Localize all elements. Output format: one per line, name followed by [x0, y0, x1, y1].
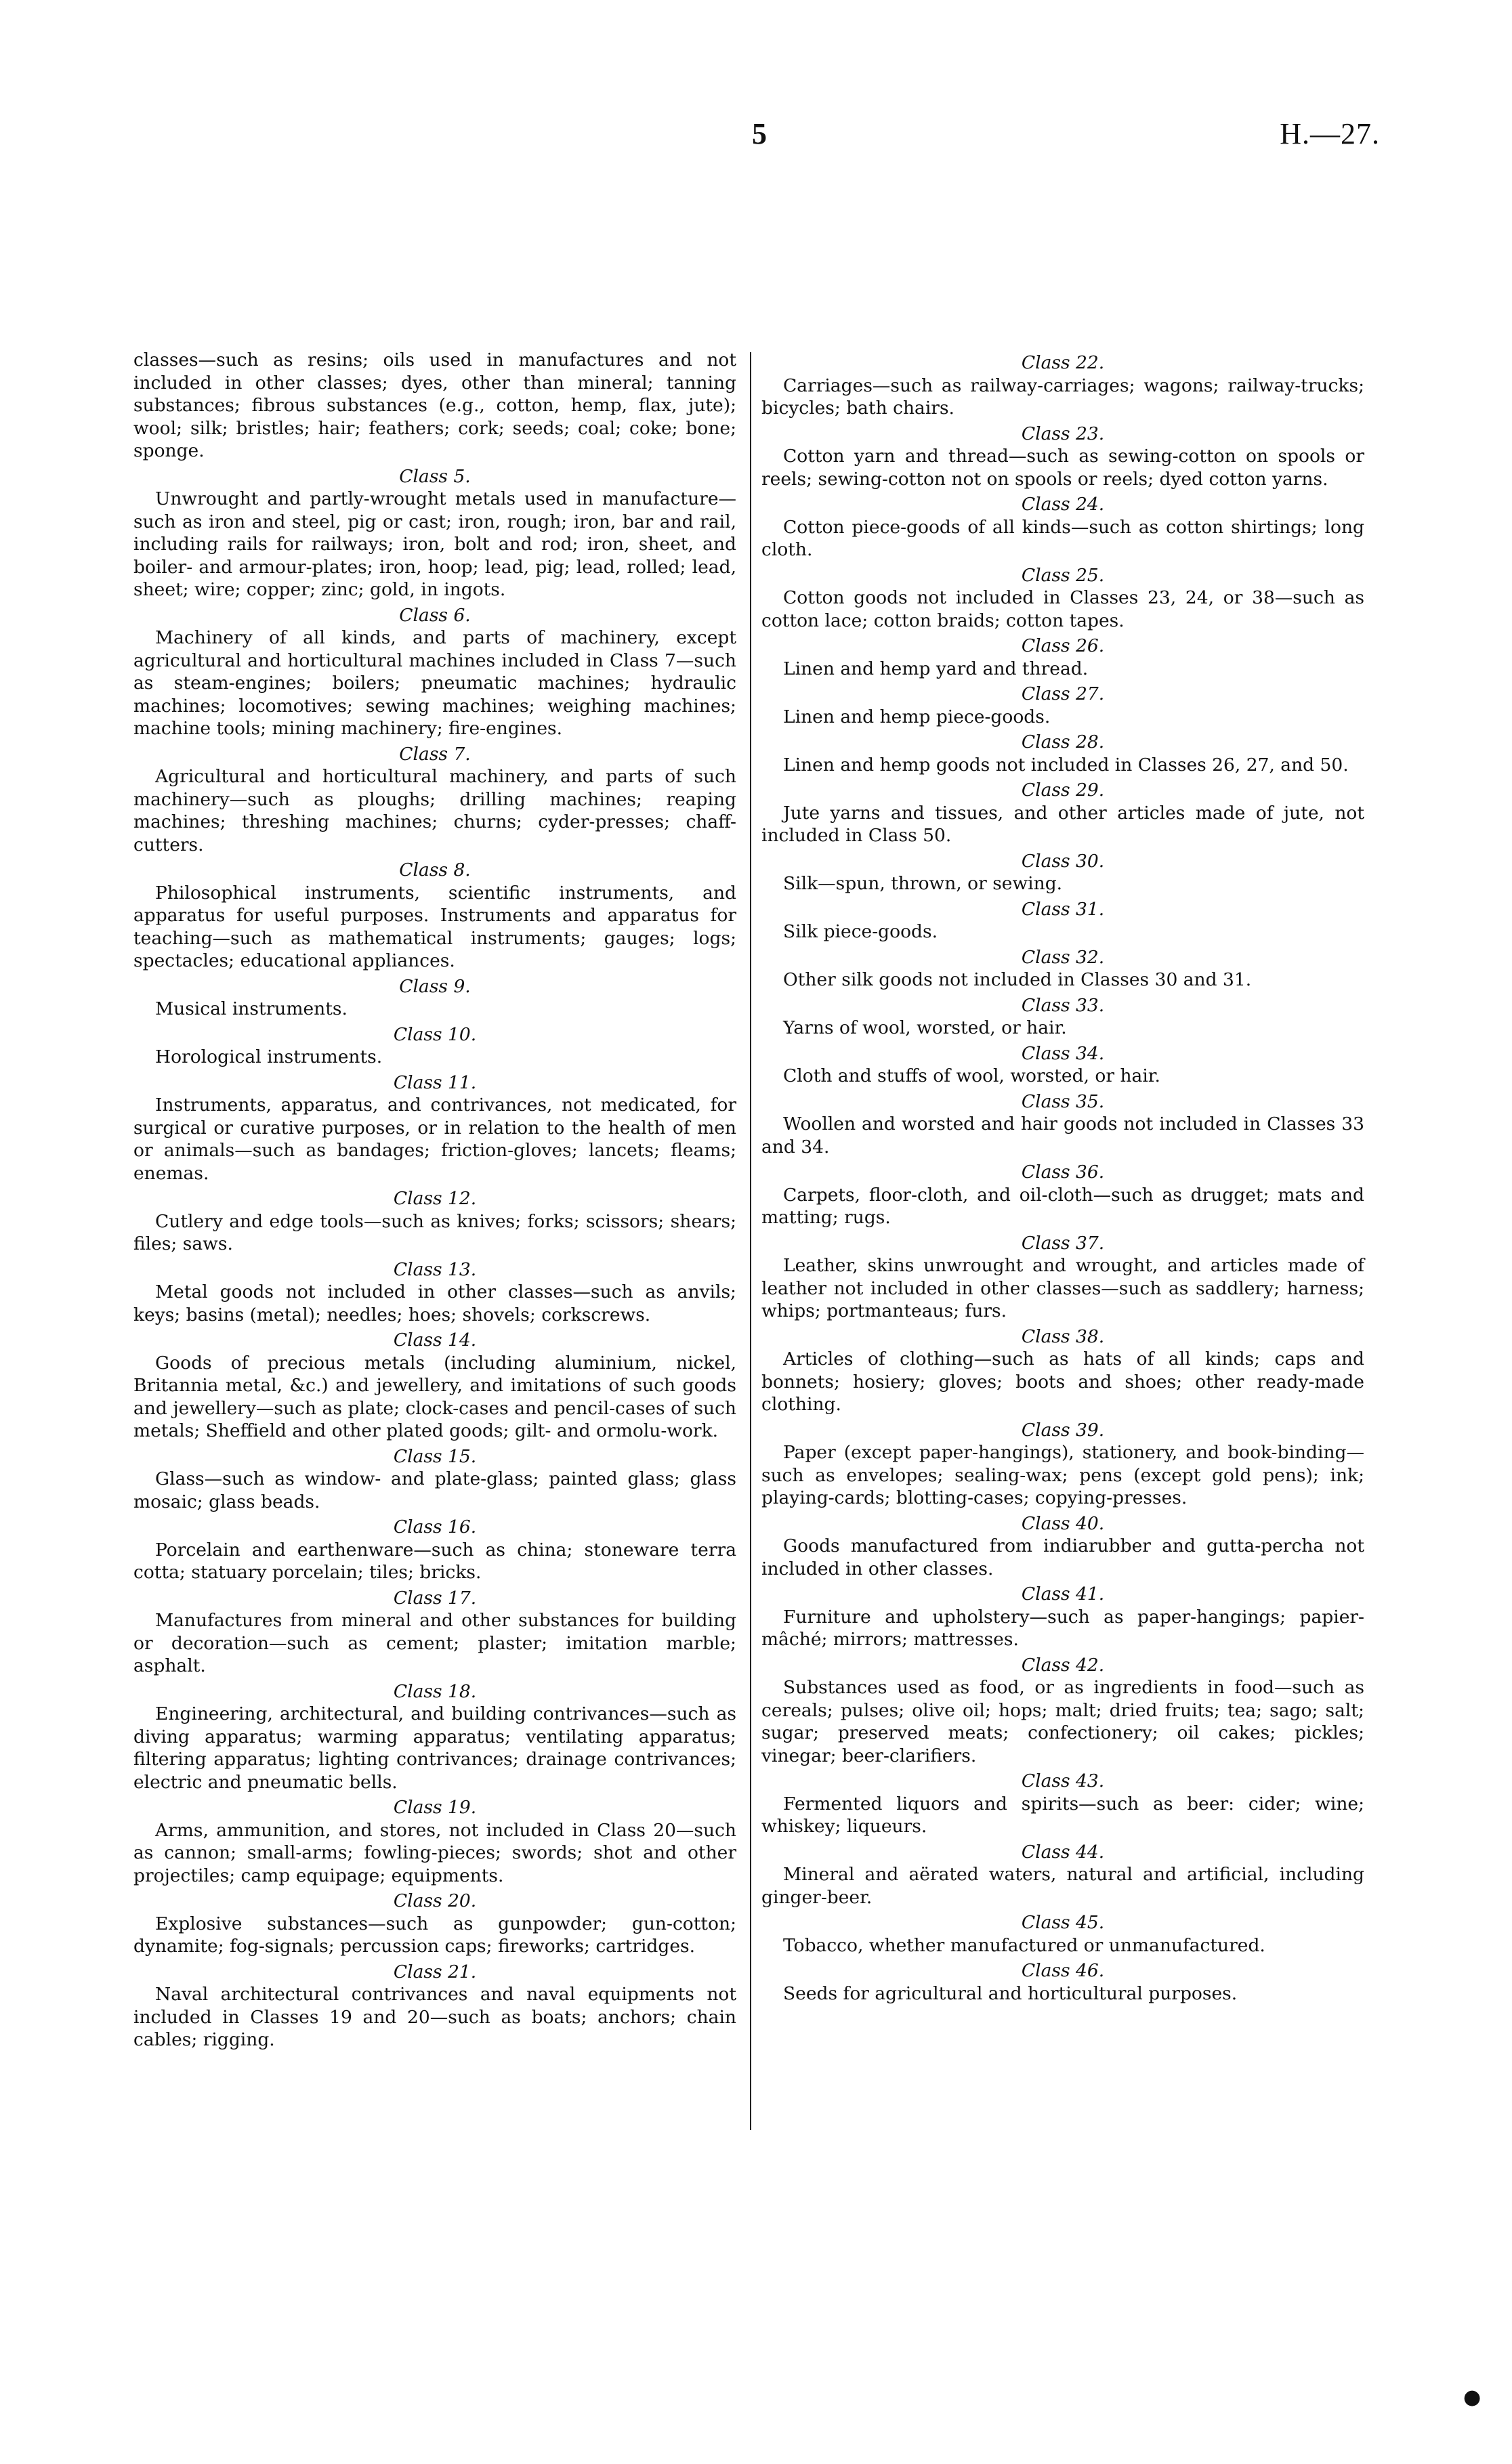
class-heading: Class 32. [1021, 946, 1105, 968]
class-entry [761, 850, 1364, 895]
class-heading: Class 6. [399, 604, 471, 626]
class-description: Machinery of all kinds, and parts of machinery, except agricultural and horticultural machines included in Class 7—such as steam-engines; boilers; pneumatic machines; hydraulic machines; locomotives; sewing machines; weighing machines; machine tools; mining machinery; fire-engines. [133, 627, 736, 739]
class-heading: Class 38. [1021, 1325, 1105, 1347]
class-description: Cotton piece-goods of all kinds—such as cotton shirtings; long cloth. [761, 516, 1364, 560]
class-description: Fermented liquors and spirits—such as beer: cider; wine; whiskey; liqueurs. [761, 1793, 1364, 1837]
class-entry [761, 564, 1364, 633]
class-entry [761, 994, 1364, 1040]
class-description: Metal goods not included in other classes—such as anvils; keys; basins (metal); needles; hoes; shovels; corkscrews. [133, 1281, 736, 1325]
class-heading: Class 30. [1021, 850, 1105, 872]
class-description: Seeds for agricultural and horticultural purposes. [783, 1982, 1238, 2004]
class-description: Cotton yarn and thread—such as sewing-cotton on spools or reels; sewing-cotton not on spools or reels; dyed cotton yarns. [761, 446, 1364, 490]
class-entry [133, 743, 736, 857]
class-description: Explosive substances—such as gunpowder; gun-cotton; dynamite; fog-signals; percussion caps; fireworks; cartridges. [133, 1913, 736, 1957]
class-heading: Class 34. [1021, 1042, 1105, 1064]
class-heading: Class 24. [1021, 494, 1105, 515]
class-heading: Class 31. [1021, 898, 1105, 920]
class-heading: Class 25. [1021, 564, 1105, 586]
class-entry [761, 635, 1364, 680]
class-description: Instruments, apparatus, and contrivances, not medicated, for surgical or curative purposes, or in relation to the health of men or animals—such as bandages; friction-gloves; lancets; fleams; enemas. [133, 1095, 736, 1184]
class-entry [761, 1419, 1364, 1510]
class-heading: Class 12. [393, 1188, 477, 1209]
class-description: Unwrought and partly-wrought metals used in manufacture—such as iron and steel, pig or cast; iron, rough; iron, bar and rail, including rails for railways; iron, bolt and rod; iron, sheet, and boiler- and armour-plates; iron, hoop; lead, pig; lead, rolled; lead, sheet; wire; copper; zinc; gold, in ingots. [133, 488, 736, 600]
class-entry [133, 1890, 736, 1958]
class-description: Cloth and stuffs of wool, worsted, or hair. [783, 1065, 1160, 1086]
class-description: Goods of precious metals (including aluminium, nickel, Britannia metal, &c.) and jewellery, and imitations of such goods and jewellery—such as plate; clock-cases and pencil-cases of such metals; Sheffield and other plated goods; gilt- and ormolu-work. [133, 1352, 736, 1441]
class-entry [133, 1187, 736, 1256]
class-description: Tobacco, whether manufactured or unmanufactured. [783, 1934, 1265, 1956]
right-column [761, 349, 1364, 2005]
continuation-text: classes—such as resins; oils used in manufactures and not included in other classes; dyes, other than mineral; tanning substances; fibrous substances (e.g., cotton, hemp, flax, jute); wool; silk; bristles; hair; feathers; cork; seeds; coal; coke; bone; sponge. [133, 349, 736, 461]
left-class-list [133, 465, 736, 2052]
class-entry [761, 1232, 1364, 1323]
class-entry [761, 1042, 1364, 1088]
class-description: Paper (except paper-hangings), stationery, and book-binding—such as envelopes; sealing-wax; pens (except gold pens); ink; playing-cards; blotting-cases; copying-presses. [761, 1442, 1364, 1508]
class-entry [133, 1023, 736, 1069]
class-heading: Class 37. [1021, 1232, 1105, 1254]
class-entry [761, 1325, 1364, 1416]
class-heading: Class 22. [1021, 352, 1105, 373]
class-description: Jute yarns and tissues, and other articles made of jute, not included in Class 50. [761, 802, 1364, 846]
page-number: 5 [752, 117, 767, 150]
class-entry [761, 946, 1364, 992]
class-description: Goods manufactured from indiarubber and gutta-percha not included in other classes. [761, 1535, 1364, 1579]
class-description: Silk—spun, thrown, or sewing. [783, 873, 1063, 894]
class-description: Porcelain and earthenware—such as china; stoneware terra cotta; statuary porcelain; tiles; bricks. [133, 1539, 736, 1583]
class-entry [133, 1680, 736, 1794]
class-heading: Class 20. [393, 1890, 477, 1911]
class-heading: Class 18. [393, 1680, 477, 1702]
class-heading: Class 27. [1021, 683, 1105, 704]
class-heading: Class 5. [399, 465, 471, 487]
class-entry [761, 352, 1364, 420]
class-heading: Class 42. [1021, 1654, 1105, 1676]
class-entry [761, 493, 1364, 561]
class-heading: Class 45. [1021, 1912, 1105, 1933]
class-description: Musical instruments. [155, 998, 348, 1019]
class-description: Leather, skins unwrought and wrought, and articles made of leather not included in other classes—such as saddlery; harness; whips; portmanteaus; furs. [761, 1255, 1364, 1321]
class-heading: Class 7. [399, 743, 471, 765]
class-heading: Class 43. [1021, 1770, 1105, 1791]
class-description: Linen and hemp yard and thread. [783, 658, 1089, 679]
class-entry [133, 1516, 736, 1584]
class-heading: Class 28. [1021, 731, 1105, 752]
class-heading: Class 9. [399, 975, 471, 997]
class-entry [761, 1583, 1364, 1651]
class-heading: Class 33. [1021, 994, 1105, 1016]
class-entry [761, 898, 1364, 943]
class-description: Furniture and upholstery—such as paper-hangings; papier-mâché; mirrors; mattresses. [761, 1606, 1364, 1650]
class-entry [761, 1911, 1364, 1957]
class-heading: Class 23. [1021, 423, 1105, 444]
class-description: Other silk goods not included in Classes 30 and 31. [783, 969, 1252, 990]
class-entry [133, 1329, 736, 1443]
class-entry [761, 683, 1364, 728]
class-entry [133, 1796, 736, 1887]
class-entry [133, 1071, 736, 1185]
class-heading: Class 41. [1021, 1584, 1105, 1605]
class-heading: Class 17. [393, 1587, 477, 1609]
class-description: Cutlery and edge tools—such as knives; forks; scissors; shears; files; saws. [133, 1210, 736, 1254]
class-entry [761, 1770, 1364, 1838]
class-description: Articles of clothing—such as hats of all kinds; caps and bonnets; hosiery; gloves; boots and shoes; other ready-made clothing. [761, 1348, 1364, 1415]
class-entry [761, 1654, 1364, 1768]
class-description: Engineering, architectural, and building contrivances—such as diving apparatus; warming apparatus; ventilating apparatus; filtering apparatus; lighting contrivances; drainage contrivances; electric and pneumatic bells. [133, 1703, 736, 1793]
class-description: Philosophical instruments, scientific instruments, and apparatus for useful purposes. Instruments and apparatus for teaching—such as mathematical instruments; gauges; logs; spectacles; educational appliances. [133, 882, 736, 971]
left-column [133, 349, 736, 2052]
class-entry [133, 604, 736, 740]
class-description: Cotton goods not included in Classes 23, 24, or 38—such as cotton lace; cotton braids; cotton tapes. [761, 587, 1364, 631]
class-heading: Class 11. [393, 1071, 477, 1093]
class-description: Carriages—such as railway-carriages; wagons; railway-trucks; bicycles; bath chairs. [761, 375, 1364, 419]
class-description: Naval architectural contrivances and naval equipments not included in Classes 19 and 20—such as boats; anchors; chain cables; rigging. [133, 1984, 736, 2050]
class-description: Linen and hemp piece-goods. [783, 706, 1051, 727]
class-heading: Class 39. [1021, 1419, 1105, 1441]
column-divider [750, 352, 751, 2130]
class-description: Agricultural and horticultural machinery, and parts of such machinery—such as ploughs; drilling machines; reaping machines; threshing machines; churns; cyder-presses; chaff-cutters. [133, 766, 736, 855]
class-description: Substances used as food, or as ingredients in food—such as cereals; pulses; olive oil; hops; malt; dried fruits; tea; sago; salt; sugar; preserved meats; confectionery; oil cakes; pickles; vinegar; beer-clarifiers. [761, 1677, 1364, 1766]
class-description: Silk piece-goods. [783, 921, 938, 942]
class-heading: Class 21. [393, 1961, 477, 1982]
class-description: Mineral and aërated waters, natural and artificial, including ginger-beer. [761, 1864, 1364, 1908]
class-entry [761, 423, 1364, 491]
class-entry [761, 1161, 1364, 1229]
class-heading: Class 13. [393, 1258, 477, 1280]
class-entry [761, 1959, 1364, 2005]
document-reference: H.—27. [1280, 117, 1380, 150]
class-entry [133, 1258, 736, 1327]
class-entry [133, 859, 736, 973]
class-heading: Class 36. [1021, 1162, 1105, 1183]
class-entry [133, 1961, 736, 2052]
right-class-list [761, 352, 1364, 2005]
class-entry [133, 1587, 736, 1678]
class-description: Yarns of wool, worsted, or hair. [783, 1017, 1067, 1038]
class-heading: Class 16. [393, 1516, 477, 1537]
class-entry [133, 465, 736, 601]
class-heading: Class 15. [393, 1445, 477, 1467]
class-entry [761, 1841, 1364, 1909]
class-description: Linen and hemp goods not included in Classes 26, 27, and 50. [783, 754, 1349, 776]
class-entry [133, 975, 736, 1021]
class-entry [761, 731, 1364, 776]
class-description: Carpets, floor-cloth, and oil-cloth—such as drugget; mats and matting; rugs. [761, 1184, 1364, 1228]
class-heading: Class 44. [1021, 1841, 1105, 1863]
class-entry [761, 1090, 1364, 1159]
class-heading: Class 29. [1021, 780, 1105, 801]
class-heading: Class 26. [1021, 635, 1105, 656]
class-heading: Class 10. [393, 1023, 477, 1045]
class-heading: Class 46. [1021, 1960, 1105, 1981]
class-description: Manufactures from mineral and other substances for building or decoration—such as cement; plaster; imitation marble; asphalt. [133, 1610, 736, 1676]
class-heading: Class 19. [393, 1797, 477, 1818]
page-mark: ● [1463, 2385, 1482, 2409]
class-entry [761, 779, 1364, 847]
class-heading: Class 35. [1021, 1090, 1105, 1112]
class-heading: Class 8. [399, 859, 471, 880]
class-description: Horological instruments. [155, 1046, 383, 1067]
class-description: Arms, ammunition, and stores, not included in Class 20—such as cannon; small-arms; fowling-pieces; swords; shot and other projectiles; camp equipage; equipments. [133, 1819, 736, 1886]
class-entry [133, 1445, 736, 1514]
class-heading: Class 14. [393, 1330, 477, 1351]
class-heading: Class 40. [1021, 1512, 1105, 1534]
class-description: Woollen and worsted and hair goods not included in Classes 33 and 34. [761, 1113, 1364, 1157]
class-description: Glass—such as window- and plate-glass; painted glass; glass mosaic; glass beads. [133, 1468, 736, 1512]
class-entry [761, 1512, 1364, 1581]
